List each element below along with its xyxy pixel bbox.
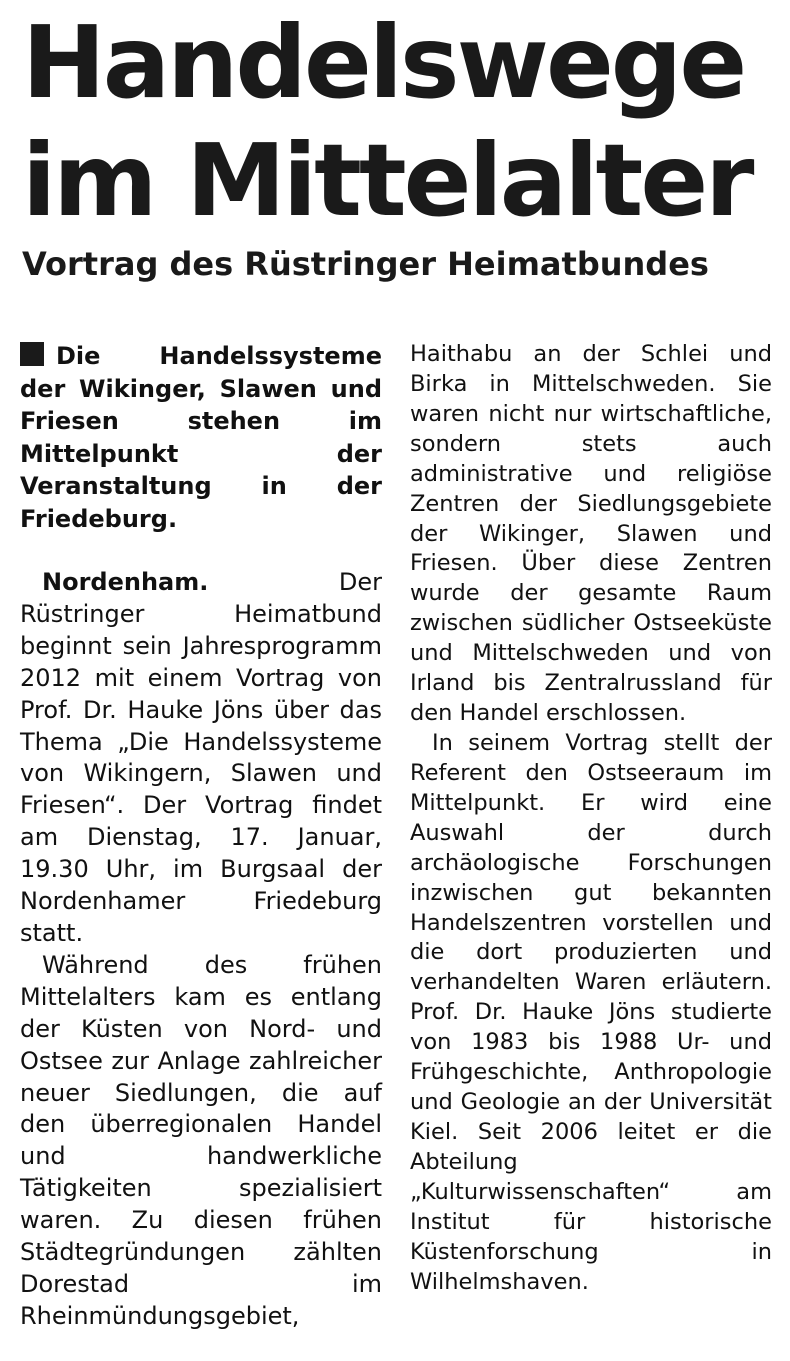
- headline-line-2: im Mittelalter: [22, 122, 752, 239]
- headline: [22, 4, 782, 240]
- bullet-square-icon: [20, 342, 44, 366]
- body-paragraph-2-continued: Haithabu an der Schlei und Birka in Mittelschweden. Sie waren nicht nur wirtschaftliche, sondern stets auch administrative und religiöse Zentren der Siedlungsgebiete der Wikinger, Slawen und Friesen. Über diese Zentren wurde der gesamte Raum zwischen südlicher Ostseeküste und Mittelschweden und von Irland bis Zentralrussland für den Handel erschlossen.: [410, 341, 772, 727]
- headline-line-1: Handelswege: [22, 4, 745, 121]
- body-paragraph-1-text: Der Rüstringer Heimatbund beginnt sein Jahresprogramm 2012 mit einem Vortrag von Prof. Dr. Hauke Jöns über das Thema „Die Handelssysteme von Wikingern, Slawen und Friesen“. Der Vortrag findet am Dienstag, 17. Januar, 19.30 Uhr, im Burgsaal der Nordenhamer Friedeburg statt.: [20, 568, 382, 947]
- body-paragraph-1: [20, 567, 382, 950]
- article-column-left: [20, 340, 382, 1333]
- lead-text: Die Handelssysteme der Wikinger, Slawen und Friesen stehen im Mittelpunkt der Veranstaltung in der Friedeburg.: [20, 342, 382, 533]
- dateline: Nordenham.: [42, 568, 209, 596]
- lead-paragraph: [20, 340, 382, 535]
- body-paragraph-3: In seinem Vortrag stellt der Referent den Ostseeraum im Mittelpunkt. Er wird eine Auswahl der durch archäologische Forschungen inzwischen gut bekannten Handelszentren vorstellen und die dort produzierten und verhandelten Waren erläutern. Prof. Dr. Hauke Jöns studierte von 1983 bis 1988 Ur- und Frühgeschichte, Anthropologie und Geologie an der Universität Kiel. Seit 2006 leitet er die Abteilung „Kulturwissenschaften“ am Institut für historische Küstenforschung in Wilhelmshaven.: [410, 729, 772, 1295]
- body-paragraph-2: Während des frühen Mittelalters kam es entlang der Küsten von Nord- und Ostsee zur Anlage zahlreicher neuer Siedlungen, die auf den überregionalen Handel und handwerkliche Tätigkeiten spezialisiert waren. Zu diesen frühen Städtegründungen zählten Dorestad im Rheinmündungsgebiet,: [20, 950, 382, 1330]
- article-column-right: [410, 340, 772, 1298]
- subtitle: Vortrag des Rüstringer Heimatbundes: [22, 245, 709, 283]
